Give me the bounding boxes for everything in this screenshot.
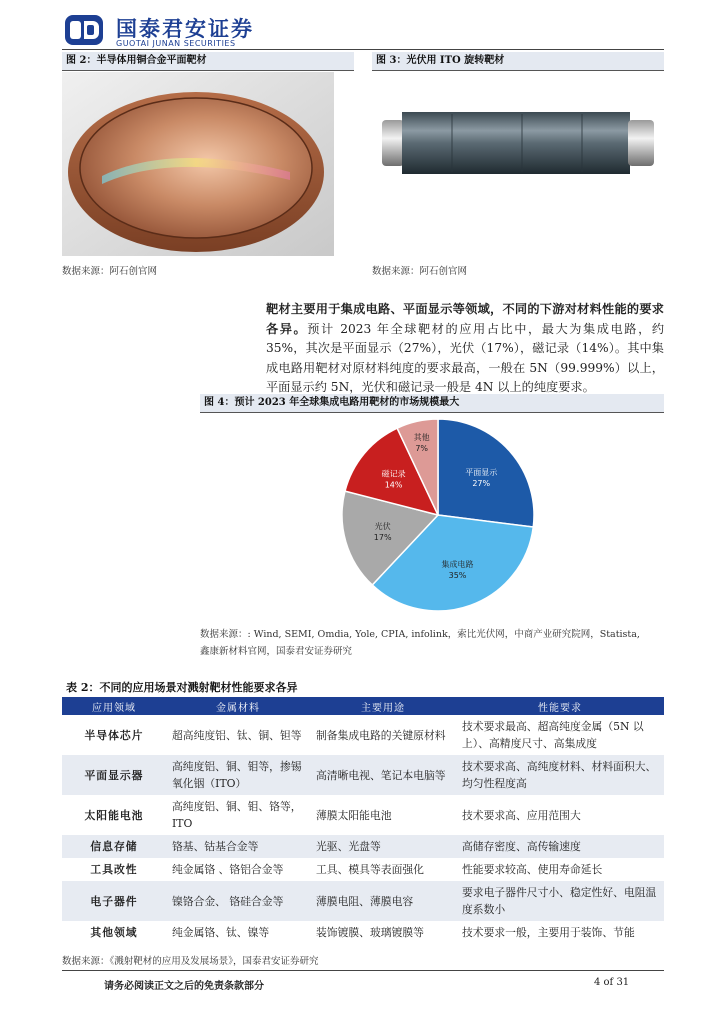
- cell-requirement: 技术要求一般，主要用于装饰、节能: [462, 926, 635, 939]
- figure-2-rule: [62, 70, 354, 71]
- cell-field: 平面显示器: [62, 755, 166, 795]
- cell-requirement: 要求电子器件尺寸小、稳定性好、电阻温度系数小: [456, 881, 664, 921]
- cell-requirement: 技术要求高、应用范围大: [462, 808, 581, 822]
- table-row: [62, 835, 664, 858]
- copper-alloy-planar-target-photo: [62, 72, 334, 256]
- cell-material: 铬基、钴基合金等: [166, 835, 310, 858]
- column-header-use: 主要用途: [310, 697, 456, 715]
- table-row: [62, 755, 664, 795]
- body-paragraph: [266, 300, 664, 398]
- cell-use: 薄膜电阻、薄膜电容: [310, 881, 456, 921]
- brand-name: 国泰君安证券: [116, 17, 254, 41]
- cell-material: 高纯度铝、铜、钼、铬等，ITO: [172, 800, 302, 830]
- figure-4-source-line-1: 数据来源：: Wind, SEMI, Omdia, Yole, CPIA, infolink，索比光伏网，中商产业研究院网，Statista,: [200, 629, 640, 640]
- pie-label-name: 磁记录: [381, 469, 406, 479]
- application-requirements-table: [62, 697, 664, 944]
- cell-material: 高纯度铝、铜、钼等，掺锡氧化铟（ITO）: [166, 755, 310, 795]
- paragraph-text: 预计 2023 年全球靶材的应用占比中，最大为集成电路，约 35%，其次是平面显示（27%），光伏（17%），磁记录（14%）。其中集成电路用靶材对原材料纯度的要求最高，一般在 5N（99.999%）以上，平面显示约 5N，光伏和磁记录一般是 4N 以上的纯度要求。: [266, 321, 665, 395]
- footer-rule: [62, 970, 664, 971]
- ito-rotary-target-photo: [372, 72, 664, 256]
- figure-4-source-line-2: 鑫康新材料官网，国泰君安证券研究: [200, 646, 353, 657]
- pie-label-value: 14%: [384, 480, 403, 490]
- table-row: [62, 795, 664, 835]
- figure-2-source: 数据来源：阿石创官网: [62, 266, 158, 277]
- cell-field: 电子器件: [62, 881, 166, 921]
- brand-english-name: GUOTAI JUNAN SECURITIES: [116, 39, 236, 48]
- column-header-requirement: 性能要求: [456, 697, 664, 715]
- table-row: [62, 858, 664, 881]
- cell-use: 工具、模具等表面强化: [316, 863, 424, 876]
- figure-2-title: 图 2：半导体用铜合金平面靶材: [62, 52, 354, 70]
- cell-requirement: 技术要求最高、超高纯度金属（5N 以上）、高精度尺寸、高集成度: [462, 720, 644, 750]
- cell-use: 装饰镀膜、玻璃镀膜等: [316, 926, 424, 939]
- table-row: [62, 715, 664, 755]
- table-row: [62, 881, 664, 921]
- cell-use: 高清晰电视、笔记本电脑等: [310, 755, 456, 795]
- table-2-title: 表 2：不同的应用场景对溅射靶材性能要求各异: [62, 679, 664, 697]
- table-header-row: [62, 697, 664, 715]
- column-header-material: 金属材料: [166, 697, 310, 715]
- cell-field: 工具改性: [90, 863, 138, 876]
- cell-requirement: 性能要求较高、使用寿命延长: [462, 863, 603, 876]
- pie-label-name: 光伏: [374, 522, 391, 532]
- cell-material: 纯金属铬 、铬铝合金等: [172, 863, 284, 876]
- disclaimer-note: 请务必阅读正文之后的免责条款部分: [104, 981, 264, 992]
- cell-material: 纯金属铬、钛、镍等: [172, 926, 270, 939]
- pie-label-name: 其他: [413, 432, 430, 442]
- pie-label-value: 27%: [472, 478, 491, 488]
- paragraph-bold-lead: 靶材主要用于集成电路、平面显示等领域，不同的下游对材料性能的要求各异。: [266, 302, 664, 336]
- cell-requirement: 高储存密度、高传输速度: [456, 835, 664, 858]
- cell-field: 其他领域: [90, 926, 138, 939]
- pie-label-name: 平面显示: [465, 467, 498, 477]
- figure-4-title: 图 4：预计 2023 年全球集成电路用靶材的市场规模最大: [200, 394, 664, 412]
- header-rule: [62, 49, 664, 50]
- cell-material: 镍铬合金、 铬硅合金等: [166, 881, 310, 921]
- page-number: 4 of 31: [594, 977, 630, 988]
- figure-3-title: 图 3：光伏用 ITO 旋转靶材: [372, 52, 664, 70]
- column-header-field: 应用领域: [62, 697, 166, 715]
- cell-use: 光驱、光盘等: [310, 835, 456, 858]
- pie-label-value: 17%: [373, 533, 392, 543]
- pie-label-value: 7%: [415, 443, 429, 453]
- pie-label-value: 35%: [448, 571, 467, 581]
- figure-4-rule: [200, 412, 664, 413]
- pie-chart: [200, 414, 664, 620]
- cell-material: 超高纯度铝、钛、铜、钽等: [172, 728, 302, 742]
- cell-use: 制备集成电路的关键原材料: [316, 728, 446, 742]
- pie-label-name: 集成电路: [441, 560, 474, 570]
- cell-field: 信息存储: [62, 835, 166, 858]
- cell-requirement: 技术要求高、高纯度材料、材料面积大、均匀性程度高: [456, 755, 664, 795]
- figure-3-rule: [372, 70, 664, 71]
- table-row: [62, 921, 664, 944]
- company-logo-icon: [64, 14, 104, 46]
- table-2-source: 数据来源：《溅射靶材的应用及发展场景》，国泰君安证券研究: [62, 956, 319, 967]
- cell-field: 半导体芯片: [84, 728, 144, 742]
- cell-use: 薄膜太阳能电池: [316, 808, 392, 822]
- cell-field: 太阳能电池: [84, 808, 144, 822]
- figure-3-source: 数据来源：阿石创官网: [372, 266, 468, 277]
